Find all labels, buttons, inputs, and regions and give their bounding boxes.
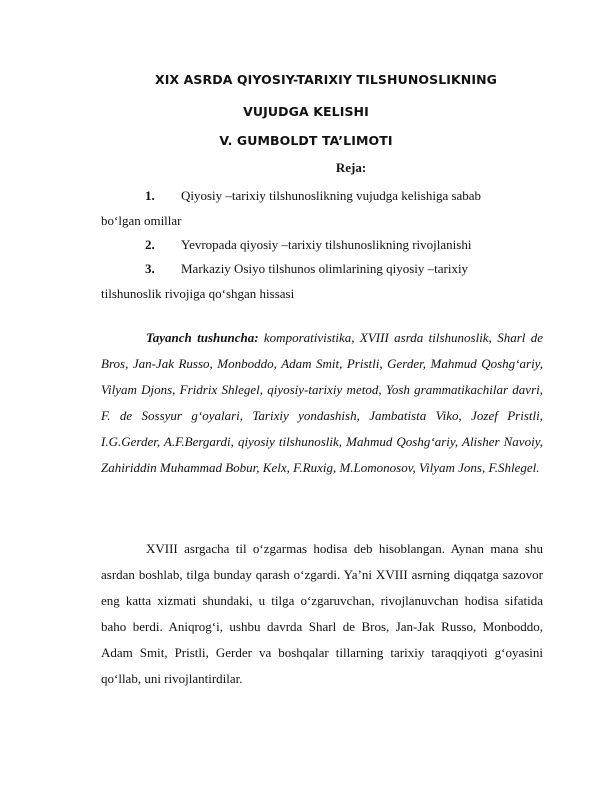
- plan-item-3-text: Markaziy Osiyo tilshunos olimlarining qiyosiy –tarixiy: [181, 261, 469, 276]
- title-line-1: XIX ASRDA QIYOSIY-TARIXIY TILSHUNOSLIKNING: [154, 72, 498, 87]
- body-paragraph-text: XVIII asrgacha til o‘zgarmas hodisa deb hisoblangan. Aynan mana shu asrdan boshlab, tilga bunday qarash o‘zgardi. Ya’ni XVIII asrning diqqatga sazovor eng katta xizmati shundaki, u tilga o‘zgaruvchan, rivojlanuvchan hodisa sifatida baho berdi. Aniqrog‘i, ushbu davrda Sharl de Bros, Jan-Jak Russo, Monboddo, Adam Smit, Pristli, Gerder va boshqalar tillarning tarixiy taraqqiyoti g‘oyasini qo‘llab, uni rivojlantirdilar.: [101, 541, 543, 687]
- title-line-3: V. GUMBOLDT TA’LIMOTI: [219, 133, 393, 148]
- plan-item-1-number: 1.: [145, 188, 155, 203]
- plan-item-1-text-cont: bo‘lgan omillar: [101, 213, 182, 228]
- keywords-paragraph: [101, 325, 543, 482]
- body-paragraph: [101, 536, 543, 693]
- plan-item-3-text-cont: tilshunoslik rivojiga qo‘shgan hissasi: [101, 286, 295, 301]
- plan-item-3-number: 3.: [145, 261, 155, 276]
- title-line-2: VUJUDGA KELISHI: [243, 104, 369, 119]
- plan-item-2-number: 2.: [145, 237, 155, 252]
- keywords-text: komporativistika, XVIII asrda tilshunoslik, Sharl de Bros, Jan-Jak Russo, Monboddo, Adam Smit, Pristli, Gerder, Mahmud Qoshg‘ariy, Vilyam Djons, Fridrix Shlegel, qiyosiy-tarixiy metod, Yosh grammatikachilar davri, F. de Sossyur g‘oyalari, Tarixiy yondashish, Jambatista Viko, Jozef Pristli, I.G.Gerder, A.F.Bergardi, qiyosiy tilshunoslik, Mahmud Qoshg‘ariy, Alisher Navoiy, Zahiriddin Muhammad Bobur, Kelx, F.Ruxig, M.Lomonosov, Vilyam Jons, F.Shlegel.: [101, 330, 543, 476]
- plan-item-2-text: Yevropada qiyosiy –tarixiy tilshunoslikning rivojlanishi: [181, 237, 472, 252]
- plan-label: Reja:: [335, 160, 367, 175]
- keywords-label: Tayanch tushuncha:: [146, 330, 259, 345]
- plan-item-1-text: Qiyosiy –tarixiy tilshunoslikning vujudga kelishiga sabab: [181, 188, 482, 203]
